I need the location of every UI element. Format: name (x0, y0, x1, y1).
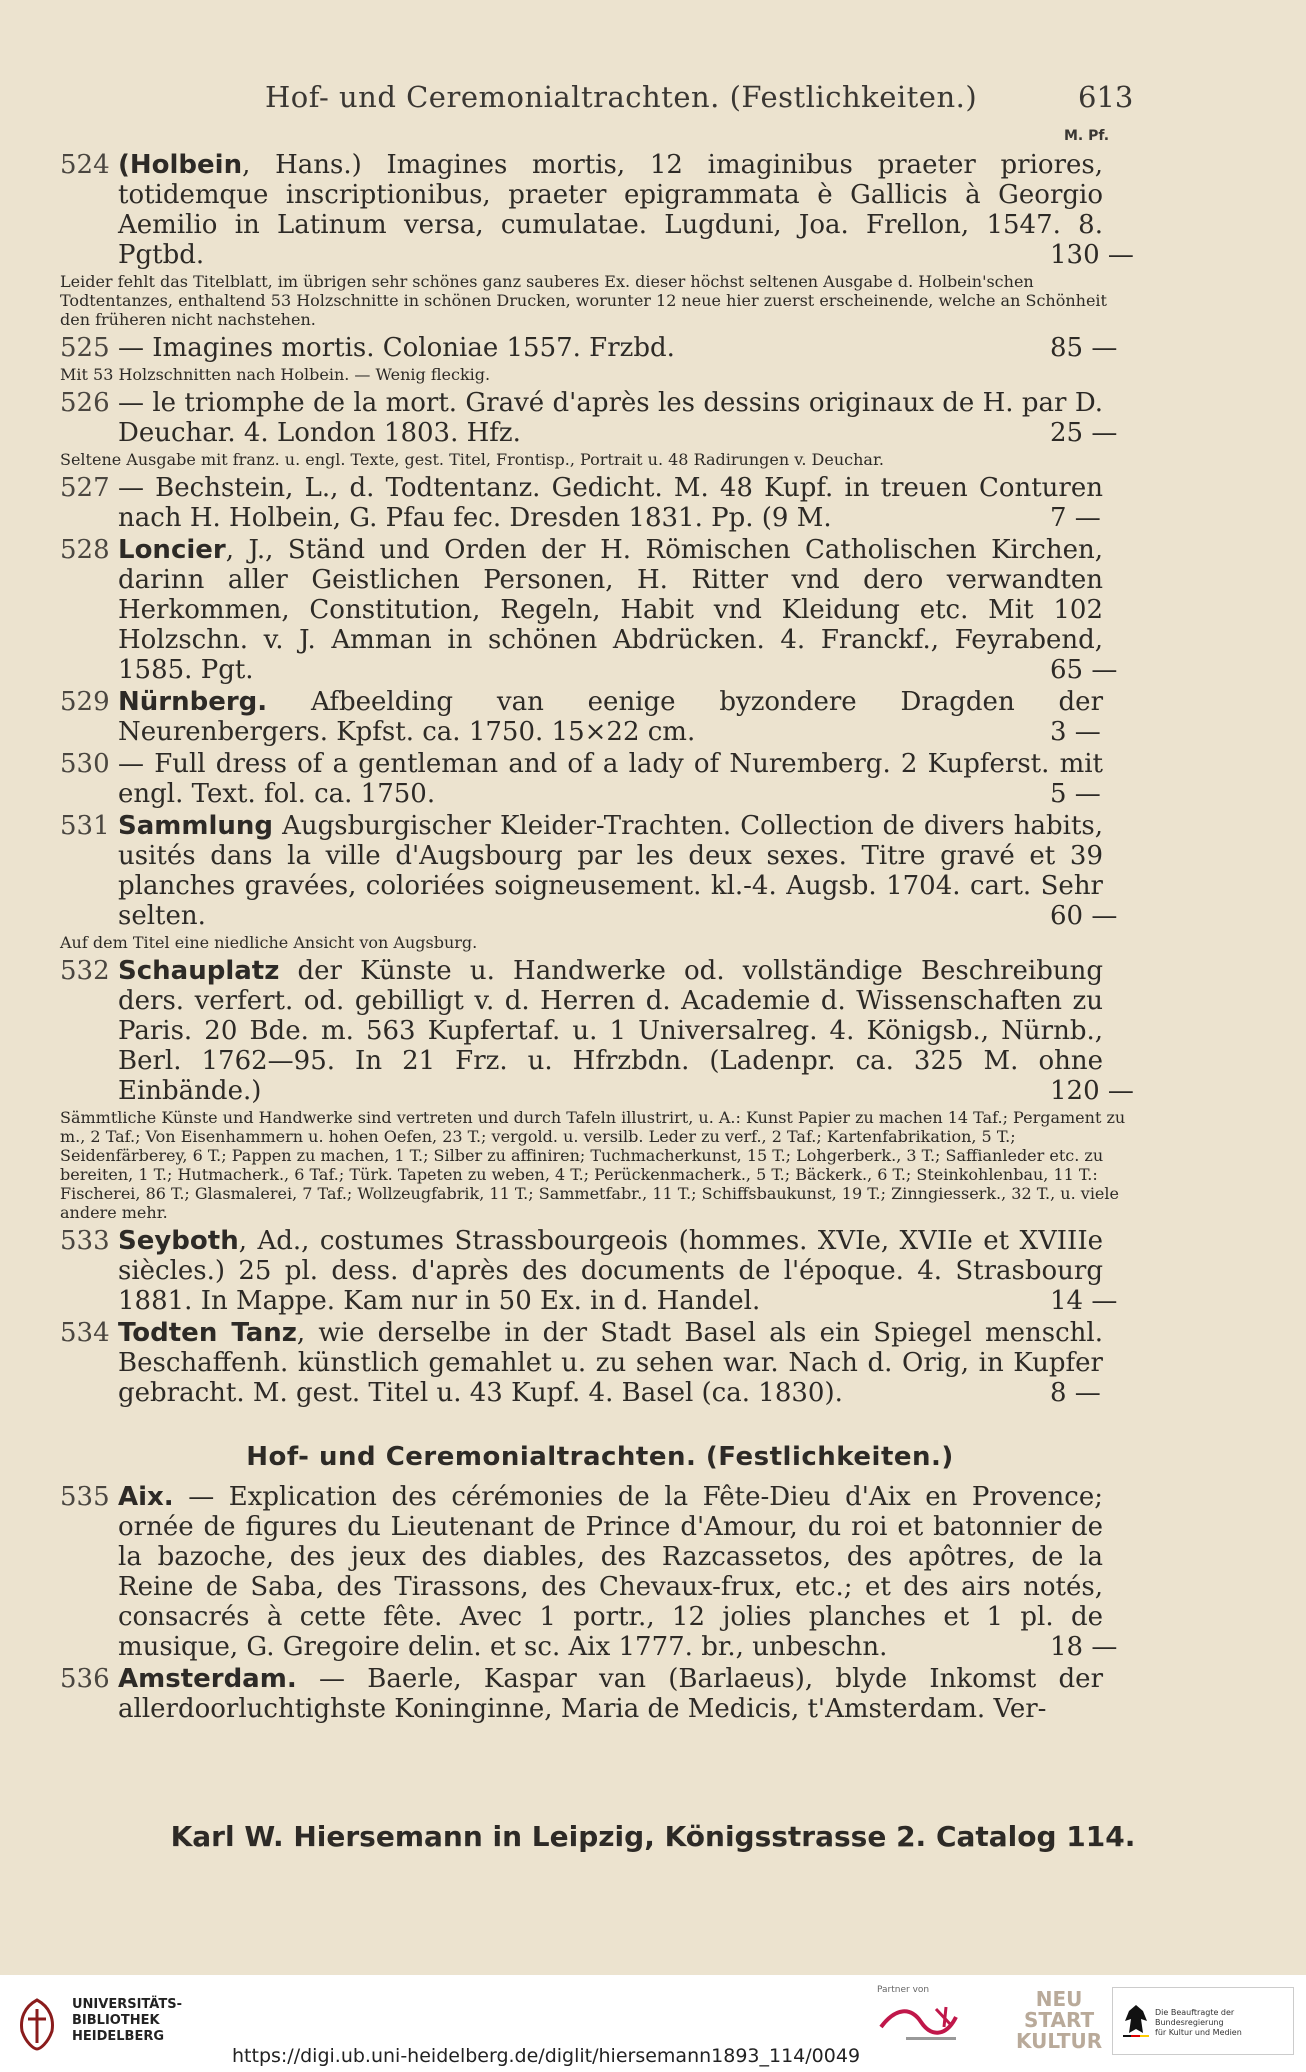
entry-number: 529 (60, 687, 110, 717)
university-logo-icon (12, 1997, 62, 2052)
university-name (72, 1997, 182, 2045)
entry-text (118, 811, 1103, 931)
catalog-entry (60, 1664, 1140, 1724)
ddb-logo-icon (876, 1997, 986, 2047)
bkm-logo (1112, 1987, 1294, 2055)
eagle-icon (1123, 2003, 1149, 2037)
entry-price: 60 — (1050, 901, 1118, 931)
entry-name: Loncier (118, 535, 226, 565)
entry-description: Afbeelding van eenige byzondere Dragden der Neurenbergers. Kpfst. ca. 1750. 15×22 cm. (118, 687, 1103, 747)
entry-name: Amsterdam. (118, 1664, 297, 1694)
entry-number: 530 (60, 749, 110, 779)
entry-price: 14 — (1050, 1286, 1118, 1316)
neustart-line-3: KULTUR (1016, 2029, 1103, 2053)
entry-number: 524 (60, 150, 110, 180)
entry-text (118, 1226, 1103, 1316)
entry-description: , J., Ständ und Orden der H. Römischen Catholischen Kirchen, darinn aller Geistlichen Personen, H. Ritter vnd dero verwandten Herkommen, Constitution, Regeln, Habit vnd Kleidung etc. Mit 102 Holzschn. v. J. Amman in schönen Abdrücken. 4. Franckf., Feyrabend, 1585. Pgt. (118, 535, 1103, 685)
catalog-entry (60, 956, 1140, 1106)
entry-description: — le triomphe de la mort. Gravé d'après les dessins originaux de H. par D. Deuchar. 4. London 1803. Hfz. (118, 388, 1103, 448)
university-line-1: UNIVERSITÄTS- (72, 1997, 182, 2012)
page-number: 613 (1078, 80, 1134, 114)
catalog-entry (60, 473, 1140, 533)
entry-text (118, 1482, 1103, 1662)
entry-name: Schauplatz (118, 956, 280, 986)
catalog-entry (60, 333, 1140, 363)
catalog-entry (60, 150, 1140, 270)
entry-text (118, 687, 1103, 747)
university-line-3: HEIDELBERG (72, 2029, 165, 2044)
entry-note: Sämmtliche Künste und Handwerke sind vertreten und durch Tafeln illustrirt, u. A.: Kunst Papier zu machen 14 Taf.; Pergament zu m., 2 Taf.; Von Eisenhammern u. hohen Oefen, 23 T.; vergold. u. versilb. Leder zu verf., 2 Taf.; Kartenfabrikation, 5 T.; Seidenfärberey, 6 T.; Pappen zu machen, 1 T.; Silber zu affiniren; Tuchmacherkunst, 15 T.; Lohgerberk., 3 T.; Saffianleder etc. zu bereiten, 1 T.; Hutmacherk., 6 Taf.; Türk. Tapeten zu weben, 4 T.; Perückenmacherk., 5 T.; Bäckerk., 6 T.; Steinkohlenbau, 11 T.: Fischerei, 86 T.; Glasmalerei, 7 Taf.; Wollzeugfabrik, 11 T.; Sammetfabr., 11 T.; Schiffsbaukunst, 19 T.; Zinngiesserk., 32 T., u. viele andere mehr. (60, 1108, 1126, 1222)
entry-note: Seltene Ausgabe mit franz. u. engl. Texte, gest. Titel, Frontisp., Portrait u. 48 Radirungen v. Deuchar. (60, 450, 884, 469)
entry-name: Sammlung (118, 811, 273, 841)
entry-name: Todten Tanz (118, 1318, 297, 1348)
neustart-line-2: START (1023, 2008, 1095, 2032)
entry-name: (Holbein (118, 150, 243, 180)
running-title: Hof- und Ceremonialtrachten. (Festlichkeiten.) (265, 80, 978, 114)
price-column-header: M. Pf. (1064, 128, 1110, 144)
entry-text (118, 333, 1103, 363)
entry-description: Augsburgischer Kleider-Trachten. Collection de divers habits, usités dans la ville d'Augsbourg par les deux sexes. Titre gravé et 39 planches gravées, coloriées soigneusement. kl.-4. Augsb. 1704. cart. Sehr selten. (118, 811, 1103, 931)
entry-price: 65 — (1050, 655, 1118, 685)
university-line-2: BIBLIOTHEK (72, 2013, 160, 2028)
entry-text (118, 1318, 1103, 1408)
entry-number: 531 (60, 811, 110, 841)
entry-number: 533 (60, 1226, 110, 1256)
entry-text (118, 388, 1103, 448)
publisher-footer: Karl W. Hiersemann in Leipzig, Königsstrasse 2. Catalog 114. (170, 1820, 1136, 1853)
entry-name: Seyboth (118, 1226, 239, 1256)
catalog-entry (60, 811, 1140, 931)
entry-description: — Bechstein, L., d. Todtentanz. Gedicht. M. 48 Kupf. in treuen Conturen nach H. Holbein, G. Pfau fec. Dresden 1831. Pp. (9 M. (118, 473, 1103, 533)
entry-description: — Baerle, Kaspar van (Barlaeus), blyde Inkomst der allerdoorluchtighste Koninginne, Maria de Medicis, t'Amsterdam. Ver- (118, 1664, 1103, 1724)
entry-price: 130 — (1050, 240, 1134, 270)
catalog-entry (60, 1482, 1140, 1662)
entry-description: , Ad., costumes Strassbourgeois (hommes. XVIe, XVIIe et XVIIIe siècles.) 25 pl. dess. d'après des documents de l'époque. 4. Strasbourg 1881. In Mappe. Kam nur in 50 Ex. in d. Handel. (118, 1226, 1103, 1316)
catalog-entry (60, 1318, 1140, 1408)
entry-price: 7 — (1050, 503, 1101, 533)
entry-note: Mit 53 Holzschnitten nach Holbein. — Wenig fleckig. (60, 365, 491, 384)
entry-text (118, 535, 1103, 685)
entry-price: 25 — (1050, 418, 1118, 448)
entry-number: 535 (60, 1482, 110, 1512)
entry-description: der Künste u. Handwerke od. vollständige Beschreibung ders. verfert. od. gebilligt v. d. Herren d. Academie d. Wissenschaften zu Paris. 20 Bde. m. 563 Kupfertaf. u. 1 Universalreg. 4. Königsb., Nürnb., Berl. 1762—95. In 21 Frz. u. Hfrzbdn. (Ladenpr. ca. 325 M. ohne Einbände.) (118, 956, 1103, 1106)
entry-description: — Imagines mortis. Coloniae 1557. Frzbd. (118, 333, 675, 363)
entry-price: 120 — (1050, 1076, 1134, 1106)
bkm-line-1: Die Beauftragte der Bundesregierung (1155, 2008, 1235, 2027)
entry-list-2 (60, 1482, 1140, 1724)
partner-label: Partner von (877, 1985, 930, 1995)
entry-text (118, 150, 1103, 270)
entry-text (118, 956, 1103, 1106)
entry-number: 525 (60, 333, 110, 363)
entry-number: 536 (60, 1664, 110, 1694)
entry-description: , wie derselbe in der Stadt Basel als ein Spiegel menschl. Beschaffenh. künstlich gemahlet u. zu sehen war. Nach d. Orig, in Kupfer gebracht. M. gest. Titel u. 43 Kupf. 4. Basel (ca. 1830). (118, 1318, 1103, 1408)
page-url[interactable]: https://digi.ub.uni-heidelberg.de/diglit/hiersemann1893_114/0049 (232, 2045, 861, 2067)
entry-list (60, 150, 1140, 1408)
viewer-bottom-bar (0, 1975, 1306, 2072)
entry-price: 8 — (1050, 1378, 1101, 1408)
entry-note: Auf dem Titel eine niedliche Ansicht von Augsburg. (60, 933, 478, 952)
entry-number: 527 (60, 473, 110, 503)
catalog-entry (60, 687, 1140, 747)
entry-text (118, 749, 1103, 809)
entry-text (118, 1664, 1103, 1724)
entry-description: , Hans.) Imagines mortis, 12 imaginibus praeter priores, totidemque inscriptionibus, praeter epigrammata è Gallicis à Georgio Aemilio in Latinum versa, cumulatae. Lugduni, Joa. Frellon, 1547. 8. Pgtbd. (118, 150, 1103, 270)
entry-price: 85 — (1050, 333, 1118, 363)
bkm-text (1155, 2008, 1293, 2038)
entry-price: 5 — (1050, 779, 1101, 809)
catalog-entry (60, 1226, 1140, 1316)
entry-name: Nürnberg. (118, 687, 268, 717)
catalog-entries (60, 150, 1140, 1726)
bkm-line-2: für Kultur und Medien (1155, 2028, 1242, 2037)
entry-number: 528 (60, 535, 110, 565)
entry-number: 526 (60, 388, 110, 418)
section-heading: Hof- und Ceremonialtrachten. (Festlichkeiten.) (246, 1442, 954, 1472)
neustart-line-1: NEU (1035, 1987, 1083, 2011)
entry-description: — Full dress of a gentleman and of a lady of Nuremberg. 2 Kupferst. mit engl. Text. fol. ca. 1750. (118, 749, 1103, 809)
catalog-entry (60, 749, 1140, 809)
entry-price: 3 — (1050, 717, 1101, 747)
entry-name: Aix. (118, 1482, 174, 1512)
entry-description: — Explication des cérémonies de la Fête-Dieu d'Aix en Provence; ornée de figures du Lieutenant de Prince d'Amour, du roi et batonnier de la bazoche, des jeux des diables, des Razcassetos, des apôtres, de la Reine de Saba, des Tirassons, des Chevaux-frux, etc.; et des airs notés, consacrés à cette fête. Avec 1 portr., 12 jolies planches et 1 pl. de musique, G. Gregoire delin. et sc. Aix 1777. br., unbeschn. (118, 1482, 1103, 1662)
entry-text (118, 473, 1103, 533)
entry-number: 534 (60, 1318, 110, 1348)
entry-number: 532 (60, 956, 110, 986)
catalog-entry (60, 535, 1140, 685)
entry-price: 18 — (1050, 1632, 1118, 1662)
page-header (0, 80, 1306, 120)
neustart-kultur-logo (1016, 1989, 1102, 2052)
entry-note: Leider fehlt das Titelblatt, im übrigen sehr schönes ganz sauberes Ex. dieser höchst seltenen Ausgabe d. Holbein'schen Todtentanzes, enthaltend 53 Holzschnitte in schönen Drucken, worunter 12 neue hier zuerst erscheinende, welche an Schönheit den früheren nicht nachstehen. (60, 272, 1107, 329)
catalog-entry (60, 388, 1140, 448)
